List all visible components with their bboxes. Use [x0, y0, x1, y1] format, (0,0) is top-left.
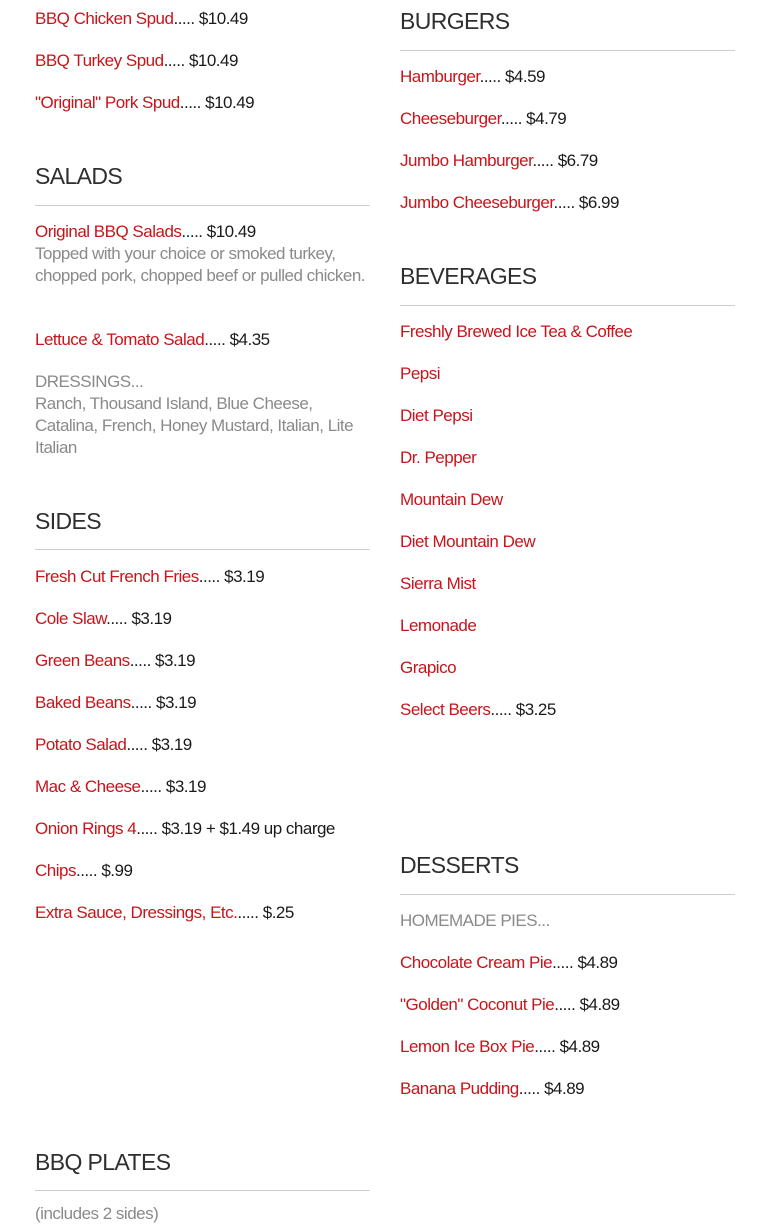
- menu-item-name[interactable]: Mac & Cheese: [35, 777, 141, 796]
- section-heading-beverages: BEVERAGES: [400, 263, 537, 289]
- menu-item-name[interactable]: Cheeseburger: [400, 109, 501, 128]
- leader-dots: .....: [130, 693, 152, 712]
- menu-item[interactable]: [400, 994, 620, 1016]
- leader-dots: .....: [198, 567, 220, 586]
- menu-item-name[interactable]: Original BBQ Salads: [35, 222, 182, 241]
- menu-item-price: $.25: [262, 903, 294, 922]
- menu-item[interactable]: [400, 108, 566, 130]
- leader-dots: .....: [75, 861, 98, 880]
- menu-item-name[interactable]: Sierra Mist: [400, 574, 476, 593]
- section-heading-burgers: BURGERS: [400, 8, 510, 34]
- menu-item[interactable]: [400, 405, 472, 427]
- menu-item-name[interactable]: "Original" Pork Spud: [35, 93, 180, 112]
- menu-item-name[interactable]: Hamburger: [400, 67, 480, 86]
- leader-dots: .....: [534, 1037, 556, 1056]
- menu-item-name[interactable]: Dr. Pepper: [400, 448, 477, 467]
- menu-item[interactable]: [35, 50, 238, 72]
- bbq-plates-note: (includes 2 sides): [35, 1204, 159, 1223]
- menu-item-name[interactable]: Onion Rings 4: [35, 819, 137, 838]
- leader-dots: .....: [106, 609, 128, 628]
- leader-dots: .....: [490, 700, 512, 719]
- leader-dots: .....: [500, 109, 522, 128]
- menu-item-name[interactable]: Extra Sauce, Dressings, Etc.: [35, 903, 238, 922]
- menu-item[interactable]: [400, 447, 476, 469]
- menu-item-price: $3.19: [224, 567, 265, 586]
- menu-item[interactable]: [400, 1078, 584, 1100]
- menu-item-price: $4.79: [526, 109, 567, 128]
- menu-item-name[interactable]: Cole Slaw: [35, 609, 107, 628]
- leader-dots: .....: [532, 151, 554, 170]
- section-heading-salads: SALADS: [35, 163, 123, 189]
- menu-item-price: $3.19: [156, 693, 197, 712]
- menu-item-price: $4.89: [559, 1037, 600, 1056]
- menu-item-price: $4.59: [504, 67, 546, 86]
- leader-dots: .....: [181, 222, 203, 241]
- leader-dots: .....: [552, 953, 574, 972]
- menu-item-name[interactable]: Chips: [35, 861, 76, 880]
- menu-item[interactable]: [400, 321, 632, 343]
- leader-dots: .....: [163, 51, 185, 70]
- section-divider: [35, 205, 370, 206]
- menu-item-name[interactable]: Jumbo Hamburger: [400, 151, 533, 170]
- menu-item-name[interactable]: Lettuce & Tomato Salad: [35, 330, 205, 349]
- menu-item-price: $6.79: [557, 151, 598, 170]
- section-divider: [35, 1190, 370, 1191]
- menu-item[interactable]: [400, 657, 456, 679]
- section-divider: [400, 894, 735, 895]
- leader-dots: .....: [173, 9, 195, 28]
- menu-item-price: $3.19: [165, 777, 206, 796]
- menu-item-name[interactable]: Jumbo Cheeseburger: [400, 193, 554, 212]
- leader-dots: .....: [237, 903, 259, 922]
- section-heading-desserts: DESSERTS: [400, 852, 519, 878]
- dressings-list: Ranch, Thousand Island, Blue Cheese, Catalina, French, Honey Mustard, Italian, Lite Italian: [35, 394, 354, 457]
- menu-item[interactable]: [35, 902, 294, 924]
- section-divider: [400, 50, 735, 51]
- menu-item[interactable]: [400, 573, 476, 595]
- menu-item[interactable]: [400, 66, 545, 88]
- menu-item-name[interactable]: Select Beers: [400, 700, 491, 719]
- menu-item[interactable]: [35, 776, 206, 798]
- menu-item-name[interactable]: Green Beans: [35, 651, 130, 670]
- menu-item-price: $3.25: [515, 700, 556, 719]
- menu-item-name[interactable]: Diet Mountain Dew: [400, 532, 536, 551]
- menu-item[interactable]: [400, 615, 476, 637]
- menu-item[interactable]: [400, 1036, 600, 1058]
- leader-dots: .....: [479, 67, 501, 86]
- menu-item-name[interactable]: Lemon Ice Box Pie: [400, 1037, 535, 1056]
- menu-item-price: $3.19: [151, 735, 192, 754]
- menu-item[interactable]: [35, 221, 256, 243]
- menu-item-name[interactable]: "Golden" Coconut Pie: [400, 995, 555, 1014]
- section-divider: [35, 549, 370, 550]
- menu-item-name[interactable]: Potato Salad: [35, 735, 127, 754]
- leader-dots: .....: [553, 193, 575, 212]
- menu-item-name[interactable]: Chocolate Cream Pie: [400, 953, 553, 972]
- leader-dots: .....: [136, 819, 158, 838]
- menu-item-name[interactable]: Diet Pepsi: [400, 406, 473, 425]
- menu-item[interactable]: [35, 608, 172, 630]
- salad-description: Topped with your choice or smoked turkey, chopped pork, chopped beef or pulled chicken.: [35, 244, 366, 285]
- menu-item[interactable]: [35, 8, 248, 30]
- section-heading-bbq-plates: BBQ PLATES: [35, 1149, 171, 1175]
- menu-item[interactable]: [400, 952, 617, 974]
- menu-item-price: $3.19 + $1.49 up charge: [161, 819, 335, 838]
- menu-item-name[interactable]: Fresh Cut French Fries: [35, 567, 199, 586]
- menu-item[interactable]: [35, 329, 270, 351]
- section-heading-sides: SIDES: [35, 508, 102, 534]
- menu-item[interactable]: [400, 489, 503, 511]
- left-column: [35, 0, 370, 1223]
- menu-item-name[interactable]: Grapico: [400, 658, 457, 677]
- menu-item-name[interactable]: Banana Pudding: [400, 1079, 519, 1098]
- menu-item-name[interactable]: BBQ Chicken Spud: [35, 9, 174, 28]
- menu-item[interactable]: [400, 363, 440, 385]
- menu-item[interactable]: [400, 192, 619, 214]
- leader-dots: .....: [204, 330, 226, 349]
- menu-item-price: $10.49: [205, 93, 255, 112]
- menu-item-price: $.99: [101, 861, 133, 880]
- menu-item[interactable]: [35, 566, 264, 588]
- menu-item-name[interactable]: Pepsi: [400, 364, 441, 383]
- menu-item[interactable]: [35, 860, 132, 882]
- menu-item-name[interactable]: BBQ Turkey Spud: [35, 51, 164, 70]
- menu-item-price: $6.99: [578, 193, 619, 212]
- leader-dots: .....: [179, 93, 201, 112]
- menu-item[interactable]: [35, 734, 192, 756]
- menu-item[interactable]: [400, 531, 535, 553]
- leader-dots: .....: [140, 777, 162, 796]
- menu-item-price: $4.89: [544, 1079, 585, 1098]
- homemade-pies-label: HOMEMADE PIES...: [400, 911, 550, 930]
- menu-item[interactable]: [400, 150, 598, 172]
- leader-dots: .....: [518, 1079, 540, 1098]
- right-column: [400, 0, 735, 1215]
- menu-item-name[interactable]: Freshly Brewed Ice Tea & Coffee: [400, 322, 633, 341]
- leader-dots: .....: [126, 735, 148, 754]
- menu-item-name[interactable]: Baked Beans: [35, 693, 131, 712]
- leader-dots: .....: [129, 651, 151, 670]
- menu-item[interactable]: [400, 699, 556, 721]
- menu-item-price: $4.89: [579, 995, 620, 1014]
- menu-item-name[interactable]: Lemonade: [400, 616, 477, 635]
- menu-item-price: $10.49: [188, 51, 238, 70]
- menu-item[interactable]: [35, 692, 196, 714]
- menu-item[interactable]: [35, 818, 335, 840]
- menu-item[interactable]: [35, 650, 195, 672]
- menu-item-price: $10.49: [198, 9, 248, 28]
- leader-dots: .....: [554, 995, 576, 1014]
- menu-item-name[interactable]: Mountain Dew: [400, 490, 503, 509]
- menu-item-price: $3.19: [155, 651, 196, 670]
- menu-item[interactable]: [35, 92, 254, 114]
- menu-item-price: $3.19: [131, 609, 172, 628]
- dressings-label: DRESSINGS...: [35, 372, 144, 391]
- section-divider: [400, 305, 735, 306]
- menu-item-price: $4.89: [577, 953, 618, 972]
- menu-item-price: $4.35: [229, 330, 270, 349]
- menu-item-price: $10.49: [206, 222, 256, 241]
